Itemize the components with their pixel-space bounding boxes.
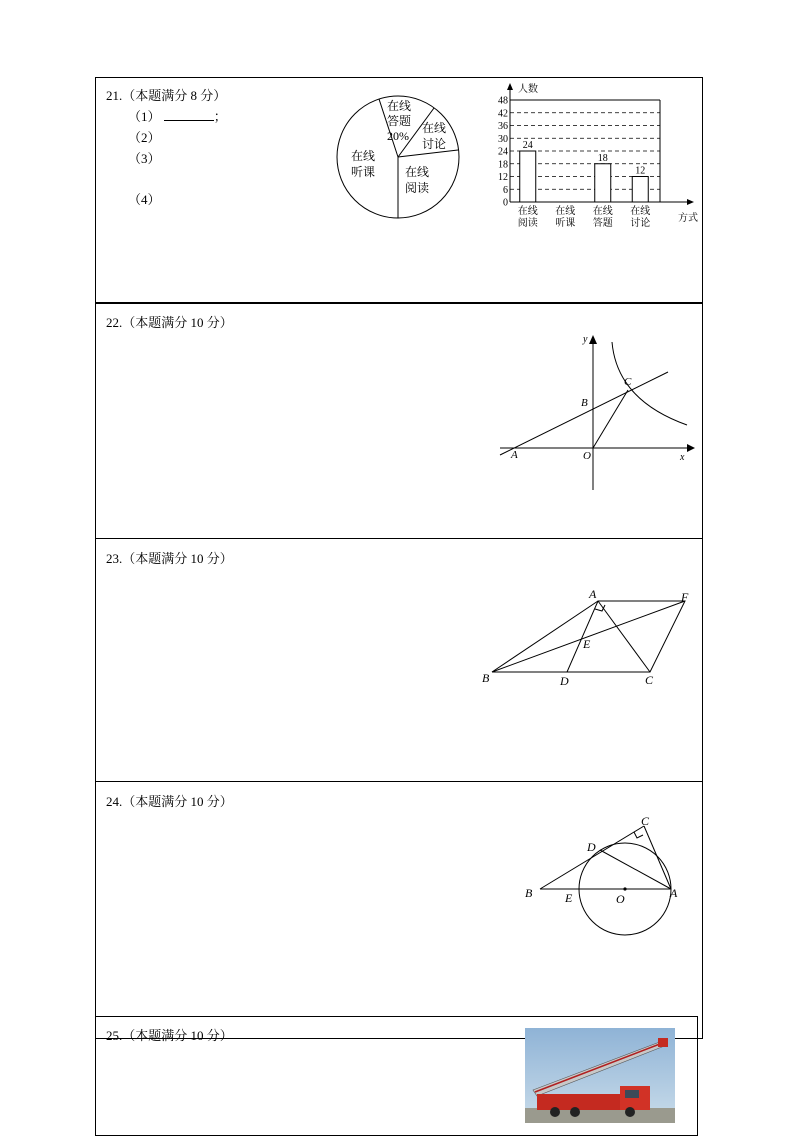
segment-oc (593, 390, 628, 448)
x-category-label: 听课 (555, 218, 576, 229)
fire-truck-photo (525, 1028, 675, 1123)
y-tick-label: 0 (503, 197, 508, 209)
question-24-title: 24.（本题满分 10 分） (106, 794, 233, 809)
x-category-label: 在线 (555, 206, 576, 217)
y-tick-label: 6 (503, 184, 508, 196)
question-23-title: 23.（本题满分 10 分） (106, 551, 233, 566)
label-x: x (680, 452, 685, 463)
bar-value-label: 12 (635, 165, 646, 177)
bar-value-label: 18 (597, 152, 608, 164)
pie-label: 20% (387, 129, 409, 143)
right-angle-mark (595, 605, 605, 611)
x-axis-arrow (687, 199, 694, 205)
x-category-label: 阅读 (517, 218, 538, 229)
label-c: C (641, 814, 650, 828)
label-a: A (670, 886, 678, 900)
x-category-label: 在线 (592, 206, 613, 217)
question-25-title: 25.（本题满分 10 分） (106, 1028, 233, 1043)
label-d: D (560, 674, 569, 688)
pie-chart (330, 92, 465, 222)
pie-label: 听课 (350, 165, 376, 179)
y-axis-arrow (507, 83, 513, 90)
q21-part1-end: ； (213, 109, 227, 124)
pie-label: 在线 (404, 165, 430, 179)
y-tick-label: 30 (498, 133, 508, 145)
figure-22 (495, 330, 695, 495)
center-point (623, 887, 626, 890)
label-b: B (482, 671, 490, 685)
x-axis-label: 方式 (678, 213, 698, 224)
label-e: E (583, 637, 591, 651)
label-c: C (624, 376, 632, 388)
segment-ac (644, 826, 671, 889)
q21-part1-label: （1） (128, 109, 161, 124)
question-21-title: 21.（本题满分 8 分） (106, 88, 227, 103)
label-d: D (587, 840, 596, 854)
x-category-label: 答题 (592, 218, 613, 229)
pie-label: 在线 (386, 99, 412, 113)
q21-part1 (128, 106, 227, 125)
label-b: B (581, 397, 588, 409)
x-category-label: 在线 (630, 206, 651, 217)
q21-part2: （2） (128, 130, 161, 145)
pie-label: 在线 (350, 149, 376, 163)
right-angle-mark (634, 832, 643, 838)
label-o: O (583, 450, 591, 462)
q21-part3: （3） (128, 151, 161, 166)
bar-chart (490, 80, 702, 240)
label-b: B (525, 886, 533, 900)
label-e: E (565, 891, 573, 905)
label-o: O (616, 892, 625, 906)
y-axis-label: 人数 (518, 84, 538, 95)
figure-23 (475, 585, 700, 690)
segment-ad (600, 850, 671, 889)
label-a: A (589, 587, 597, 601)
y-tick-label: 24 (498, 146, 508, 158)
x-category-label: 讨论 (630, 218, 651, 229)
label-a: A (511, 449, 518, 461)
y-tick-label: 42 (498, 108, 508, 120)
q21-part4: （4） (128, 192, 161, 207)
y-tick-label: 12 (498, 172, 508, 183)
label-y: y (583, 334, 588, 345)
x-axis-arrow (687, 444, 695, 452)
line-ab (500, 372, 668, 455)
x-category-label: 在线 (517, 206, 538, 217)
pie-label: 答题 (386, 114, 412, 128)
label-f: F (681, 590, 689, 604)
tangent-bc (540, 826, 644, 889)
pie-label: 阅读 (404, 181, 430, 195)
segment-ac (598, 601, 650, 672)
y-tick-label: 36 (498, 121, 508, 132)
bar (520, 151, 536, 202)
y-tick-label: 48 (498, 95, 508, 107)
bar (632, 177, 648, 203)
y-axis-arrow (589, 335, 597, 344)
pie-label: 在线 (421, 121, 447, 135)
answer-blank[interactable] (164, 108, 214, 121)
pie-label: 讨论 (421, 137, 447, 151)
bar-value-label: 24 (522, 140, 533, 151)
y-tick-label: 18 (498, 159, 508, 171)
bar (595, 164, 611, 202)
question-22-title: 22.（本题满分 10 分） (106, 315, 233, 330)
figure-24 (520, 810, 690, 940)
label-c: C (645, 673, 654, 687)
